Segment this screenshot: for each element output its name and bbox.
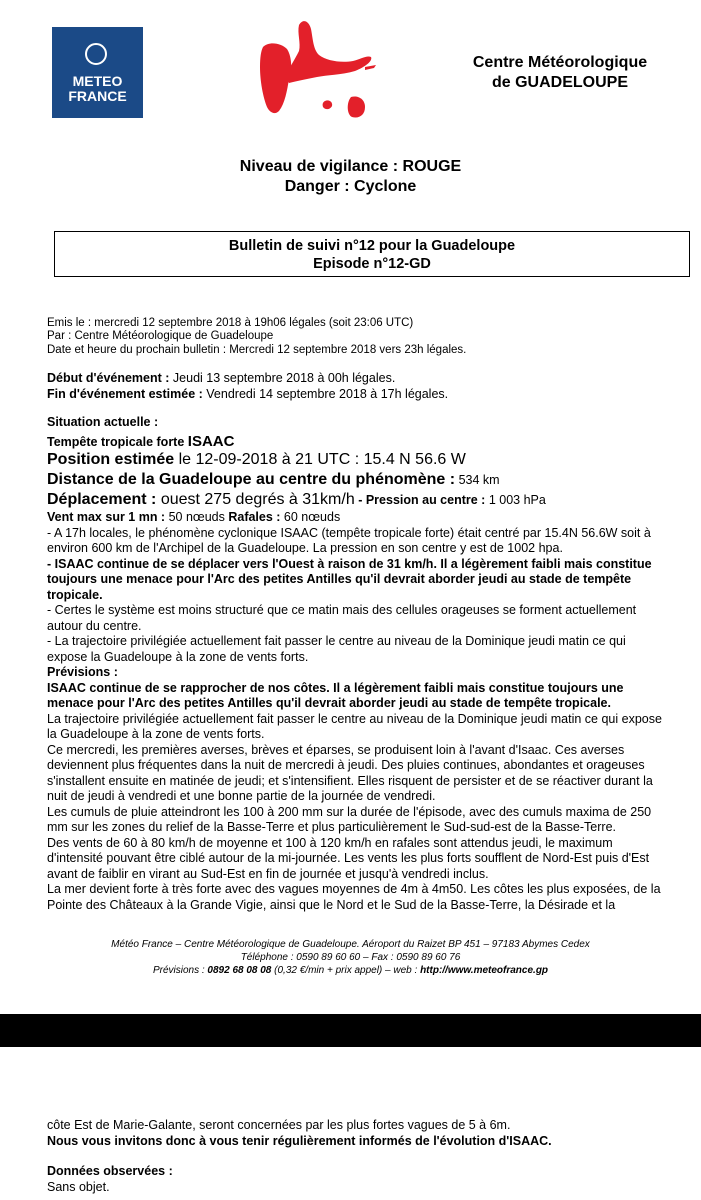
wind-label: Vent max sur 1 mn :: [47, 510, 166, 524]
situation-para4: - La trajectoire privilégiée actuellement fait passer le centre au niveau de la Dominique jeudi matin ce qui expose la Guadeloupe à la zone de vents forts.: [47, 634, 626, 664]
footer-phone: Téléphone : 0590 89 60 60 – Fax : 0590 89 60 76: [240, 952, 461, 963]
logo-mark-icon: [85, 43, 107, 65]
footer-address: Météo France – Centre Météorologique de Guadeloupe. Aéroport du Raizet BP 451 – 97183 Abymes Cedex: [111, 939, 590, 950]
meteo-france-logo: [52, 27, 143, 118]
situation-para3: - Certes le système est moins structuré que ce matin mais des cellules orageuses se forment actuellement autour du centre.: [47, 603, 637, 633]
distance-label: Distance de la Guadeloupe au centre du phénomène :: [47, 471, 456, 488]
footer-web-link[interactable]: http://www.meteofrance.gp: [420, 965, 549, 976]
observed-heading: Données observées :: [47, 1164, 173, 1178]
bulletin-episode: Episode n°12-GD: [313, 256, 431, 272]
emitter: Par : Centre Météorologique de Guadeloupe: [47, 330, 274, 343]
situation-heading: Situation actuelle :: [47, 415, 159, 429]
position-label: Position estimée: [47, 451, 175, 468]
previsions-p5: La mer devient forte à très forte avec des vagues moyennes de 4m à 4m50. Les côtes les plus exposées, de la Pointe des Châteaux à la Grande Vigie, ainsi que le Nord et le Sud de la Basse-Terre, la Désirade et la: [47, 882, 661, 912]
guadeloupe-map-icon: [255, 15, 380, 135]
situation-para1: - A 17h locales, le phénomène cyclonique ISAAC (tempête tropicale forte) était centré par 15.4N 56.6W soit à environ 600 km de l'Archipel de la Guadeloupe. La pression en son centre y est de 1002 hpa.: [47, 525, 651, 555]
emission-date: Emis le : mercredi 12 septembre 2018 à 19h06 légales (soit 23:06 UTC): [47, 317, 414, 329]
gust-value: 60 nœuds: [280, 510, 341, 524]
danger-type: Danger : Cyclone: [284, 178, 417, 195]
move-label: Déplacement :: [47, 491, 157, 508]
previsions-p4: Des vents de 60 à 80 km/h de moyenne et 100 à 120 km/h en rafales sont attendus jeudi, le maximum d'intensité pouvant être ciblé autour de la mi-journée. Les vents les plus forts soufflent de Nord-Est puis d'Est avant de faiblir en virant au Sud-Est en fin de journée et jusqu'à vendredi inclus.: [47, 835, 650, 881]
footer-forecast-label: Prévisions :: [152, 965, 208, 976]
center-title: [440, 53, 680, 93]
previsions-heading: Prévisions :: [47, 665, 118, 679]
logo-line1: METEO: [72, 73, 123, 89]
logo-line2: FRANCE: [68, 88, 127, 104]
center-title-line2: de GUADELOUPE: [491, 74, 628, 91]
previsions-p5-cont: côte Est de Marie-Galante, seront concernées par les plus fortes vagues de 5 à 6m.: [47, 1118, 511, 1132]
event-start-value: Jeudi 13 septembre 2018 à 00h légales.: [169, 371, 396, 385]
previsions-p2: Ce mercredi, les premières averses, brèves et éparses, se produisent loin à l'avant d'Isaac. Ces averses deviennent plus fréquentes dans la nuit de mercredi à jeudi. Des pluies continues, abondantes et orageuses s'installent ensuite en matinée de jeudi; et s'intensifient. Elles risquent de persister et de se réactiver durant la nuit de jeudi à vendredi et une bonne partie de la journée de vendredi.: [47, 742, 653, 803]
next-bulletin: Date et heure du prochain bulletin : Mercredi 12 septembre 2018 vers 23h légales.: [47, 343, 467, 356]
storm-name: ISAAC: [187, 432, 235, 450]
center-title-line1: Centre Météorologique: [472, 54, 648, 71]
vigilance-level: Niveau de vigilance : ROUGE: [239, 158, 462, 175]
event-start-label: Début d'événement :: [47, 371, 170, 385]
move-value: ouest 275 degrés à 31km/h: [156, 491, 355, 508]
meta-block: [47, 317, 662, 357]
page-footer: [0, 938, 701, 977]
event-block: [47, 371, 662, 402]
bulletin-title: Bulletin de suivi n°12 pour la Guadeloupe: [228, 238, 516, 254]
pressure-label: - Pression au centre :: [354, 493, 486, 507]
situation-para2: - ISAAC continue de se déplacer vers l'Ouest à raison de 31 km/h. Il a légèrement faibli mais constitue toujours une menace pour l'Arc des petites Antilles qu'il devrait aborder jeudi au stade de tempête tropicale.: [47, 556, 652, 602]
position-value: le 12-09-2018 à 21 UTC : 15.4 N 56.6 W: [174, 451, 466, 468]
distance-value: 534 km: [455, 473, 500, 487]
pressure-value: 1 003 hPa: [485, 493, 546, 507]
previsions-block: [47, 665, 662, 913]
situation-block: [47, 415, 662, 665]
previsions-p3: Les cumuls de pluie atteindront les 100 à 200 mm sur la durée de l'épisode, avec des cumuls maxima de 250 mm sur les zones du relief de la Basse-Terre et plus particulièrement le Sud-sud-est de la Basse-Terre.: [47, 804, 652, 834]
footer-forecast-phone: 0892 68 08 08: [207, 965, 272, 976]
bulletin-box: [54, 231, 690, 277]
gust-label: Rafales :: [228, 510, 281, 524]
event-end-label: Fin d'événement estimée :: [47, 386, 203, 401]
page2-block: [47, 1118, 662, 1195]
advice: Nous vous invitons donc à vous tenir régulièrement informés de l'évolution d'ISAAC.: [47, 1133, 552, 1148]
observed-value: Sans objet.: [47, 1179, 110, 1194]
event-end-value: Vendredi 14 septembre 2018 à 17h légales.: [202, 386, 449, 401]
storm-label: Tempête tropicale forte: [47, 434, 188, 449]
previsions-bold: ISAAC continue de se rapprocher de nos côtes. Il a légèrement faibli mais constitue toujours une menace pour l'Arc des petites Antilles qu'il devrait aborder jeudi au stade de tempête tropicale.: [47, 680, 624, 710]
vigilance-block: [0, 157, 701, 197]
page-break-bar: [0, 1014, 701, 1047]
footer-forecast-price: (0,32 €/min + prix appel) – web :: [271, 965, 421, 976]
previsions-p1: La trajectoire privilégiée actuellement fait passer le centre au niveau de la Dominique jeudi matin ce qui expose la Guadeloupe à la zone de vents forts.: [47, 711, 662, 741]
wind-value: 50 nœuds: [165, 510, 229, 524]
